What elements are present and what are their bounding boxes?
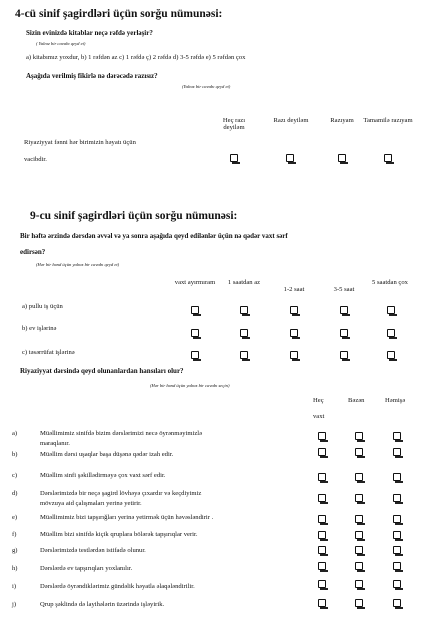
checkbox-item-g-always[interactable] bbox=[393, 546, 401, 554]
section2-title: 9-cu sinif şagirdləri üçün sorğu nümunəsi: bbox=[30, 210, 238, 222]
item-g-text-line1: Dərslərimizdə testlərdən istifadə olunur. bbox=[40, 547, 146, 554]
item-d-text-line2: mövzuya aid çalışmaları yerinə yetirir. bbox=[40, 500, 142, 507]
s2-col-header-2: 1 saatdan az bbox=[227, 279, 261, 286]
s1-col-header-2: Razı deyiləm bbox=[273, 117, 309, 124]
s1-col-header-4: Tamamilə razıyam bbox=[363, 117, 413, 124]
checkbox-item-a-always[interactable] bbox=[393, 432, 401, 440]
item-d-label: d) bbox=[12, 490, 18, 497]
checkbox-item-f-never[interactable] bbox=[318, 531, 326, 539]
s2-col-header-4: 3-5 saat bbox=[333, 286, 355, 293]
item-h-label: h) bbox=[12, 565, 18, 572]
checkbox-s2q1-a-col3[interactable] bbox=[290, 306, 298, 314]
checkbox-item-a-sometimes[interactable] bbox=[355, 432, 363, 440]
item-g-label: g) bbox=[12, 547, 18, 554]
checkbox-item-f-always[interactable] bbox=[393, 531, 401, 539]
s2-q2-col2: Bəzən bbox=[348, 397, 365, 404]
checkbox-item-h-always[interactable] bbox=[393, 562, 401, 570]
s1-statement-line2: vacibdir. bbox=[24, 156, 47, 163]
checkbox-item-g-never[interactable] bbox=[318, 546, 326, 554]
s2-col-header-1: vaxt ayırmıram bbox=[174, 279, 216, 286]
s1-q2-instruction: (Yalnız bir cavabı qeyd et) bbox=[182, 84, 231, 89]
s2-col-header-3: 1-2 saat bbox=[283, 286, 305, 293]
checkbox-s1-agree-strongly[interactable] bbox=[384, 154, 392, 162]
item-b-label: b) bbox=[12, 451, 18, 458]
checkbox-item-b-sometimes[interactable] bbox=[355, 448, 363, 456]
checkbox-s2q1-a-col2[interactable] bbox=[240, 306, 248, 314]
checkbox-item-f-sometimes[interactable] bbox=[355, 531, 363, 539]
s2-q2-instruction: (Hər bir bənd üçün yalnız bir cavabı seçin) bbox=[150, 383, 230, 388]
item-d-text-line1: Dərslərimizdə bir neçə şagird lövhəyə çıxardır və keçdiyimiz bbox=[40, 490, 202, 497]
checkbox-s2q1-b-col3[interactable] bbox=[290, 329, 298, 337]
checkbox-s2q1-a-col4[interactable] bbox=[340, 306, 348, 314]
checkbox-s2q1-b-col1[interactable] bbox=[191, 329, 199, 337]
checkbox-item-a-never[interactable] bbox=[318, 432, 326, 440]
checkbox-item-h-sometimes[interactable] bbox=[355, 562, 363, 570]
checkbox-s2q1-c-col4[interactable] bbox=[340, 351, 348, 359]
checkbox-s2q1-b-col4[interactable] bbox=[340, 329, 348, 337]
s1-col-header-3: Razıyam bbox=[330, 117, 354, 124]
checkbox-item-e-sometimes[interactable] bbox=[355, 515, 363, 523]
item-a-text-line2: maraqlanır. bbox=[40, 440, 70, 447]
checkbox-item-i-never[interactable] bbox=[318, 580, 326, 588]
checkbox-s2q1-b-col5[interactable] bbox=[387, 329, 395, 337]
s2-q1-question-line1: Bir həftə ərzində dərsdən əvvəl və ya sonra aşağıda qeyd edilənlər üçün nə qədər vaxt sərf bbox=[20, 232, 288, 240]
s2-q1-instruction: (Hər bir bənd üçün yalnız bir cavabı qeyd et) bbox=[36, 262, 120, 267]
item-c-text-line1: Müəllim sinfi şəkillədirməyə çox vaxt sərf edir. bbox=[40, 472, 166, 479]
section1-title: 4-cü sinif şagirdləri üçün sorğu nümunəsi: bbox=[15, 8, 223, 20]
item-a-label: a) bbox=[12, 430, 18, 437]
item-e-label: e) bbox=[12, 514, 18, 521]
checkbox-item-c-sometimes[interactable] bbox=[355, 473, 363, 481]
checkbox-s2q1-b-col2[interactable] bbox=[240, 329, 248, 337]
checkbox-item-c-never[interactable] bbox=[318, 473, 326, 481]
item-h-text-line1: Dərslərdə ev tapşırıqları yoxlanılır. bbox=[40, 565, 133, 572]
checkbox-item-j-never[interactable] bbox=[318, 599, 326, 607]
checkbox-item-d-sometimes[interactable] bbox=[355, 494, 363, 502]
checkbox-item-b-never[interactable] bbox=[318, 448, 326, 456]
s1-q1-options: a) kitabımız yoxdur, b) 1 rəfdən az c) 1 rəfdə ç) 2 rəfdə d) 3-5 rəfdə e) 5 rəfdən çox bbox=[26, 54, 246, 61]
checkbox-item-j-sometimes[interactable] bbox=[355, 599, 363, 607]
checkbox-item-e-never[interactable] bbox=[318, 515, 326, 523]
s2-q2-col1-line2: vaxt bbox=[313, 413, 325, 420]
checkbox-item-c-always[interactable] bbox=[393, 473, 401, 481]
s1-q2-question: Aşağıda verilmiş fikirlə nə dərəcədə razısız? bbox=[26, 72, 158, 80]
checkbox-item-d-never[interactable] bbox=[318, 494, 326, 502]
item-f-label: f) bbox=[12, 531, 17, 538]
checkbox-item-d-always[interactable] bbox=[393, 494, 401, 502]
s2-row-label-b: b) ev işlərinə bbox=[22, 325, 57, 332]
item-j-label: j) bbox=[12, 601, 17, 608]
item-i-text-line1: Dərslərdə öyrəndiklərimiz gündəlik həyatla əlaqələndirilir. bbox=[40, 583, 195, 590]
item-c-label: c) bbox=[12, 472, 18, 479]
item-e-text-line1: Müəllimimiz bizi tapşırığları yerinə yetirmək üçün həvəsləndirir . bbox=[40, 514, 214, 521]
s1-q1-question: Sizin evinizdə kitablar neçə rəfdə yerləşir? bbox=[26, 29, 153, 37]
s1-q1-instruction: ( Yalnız bir cavabı qeyd et) bbox=[36, 41, 86, 46]
s2-q1-question-line2: edirsən? bbox=[20, 248, 46, 256]
s1-col-header-1: Heç razı deyiləm bbox=[222, 117, 246, 131]
checkbox-item-h-never[interactable] bbox=[318, 562, 326, 570]
checkbox-s2q1-a-col5[interactable] bbox=[387, 306, 395, 314]
checkbox-item-i-always[interactable] bbox=[393, 580, 401, 588]
checkbox-item-i-sometimes[interactable] bbox=[355, 580, 363, 588]
item-a-text-line1: Müəllimimiz sinifdə bizim dərslərimizi necə öyrənməyimizlə bbox=[40, 430, 203, 437]
checkbox-item-e-always[interactable] bbox=[393, 515, 401, 523]
checkbox-item-b-always[interactable] bbox=[393, 448, 401, 456]
s2-q2-question: Riyaziyyat dərsində qeyd olunanlardan hansıları olur? bbox=[20, 367, 184, 375]
checkbox-item-j-always[interactable] bbox=[393, 599, 401, 607]
item-i-label: i) bbox=[12, 583, 17, 590]
s2-col-header-5: 5 saatdan çox bbox=[372, 279, 408, 286]
checkbox-s1-agree[interactable] bbox=[338, 154, 346, 162]
checkbox-s2q1-c-col1[interactable] bbox=[191, 351, 199, 359]
checkbox-s2q1-c-col3[interactable] bbox=[290, 351, 298, 359]
item-j-text-line1: Qrup şəklində də layihələrin üzərində işləyirik. bbox=[40, 601, 165, 608]
checkbox-item-g-sometimes[interactable] bbox=[355, 546, 363, 554]
checkbox-s1-disagree-strongly[interactable] bbox=[230, 154, 238, 162]
checkbox-s1-disagree[interactable] bbox=[286, 154, 294, 162]
checkbox-s2q1-c-col5[interactable] bbox=[387, 351, 395, 359]
item-b-text-line1: Müəllim dərsi uşaqlar başa düşənə qədər izah edir. bbox=[40, 451, 174, 458]
item-f-text-line1: Müəllim bizi sinifdə kiçik qruplara bölərək tapşırıqlar verir. bbox=[40, 531, 198, 538]
s2-row-label-c: c) təsərrüfat işlərinə bbox=[22, 349, 75, 356]
s2-q2-col1-line1: Heç bbox=[313, 397, 324, 404]
checkbox-s2q1-c-col2[interactable] bbox=[240, 351, 248, 359]
s2-q2-col3: Həmişə bbox=[385, 397, 406, 404]
s2-row-label-a: a) pullu iş üçün bbox=[22, 303, 63, 310]
s1-statement-line1: Riyaziyyat fənni hər birimizin həyatı üçün bbox=[24, 139, 136, 146]
checkbox-s2q1-a-col1[interactable] bbox=[191, 306, 199, 314]
